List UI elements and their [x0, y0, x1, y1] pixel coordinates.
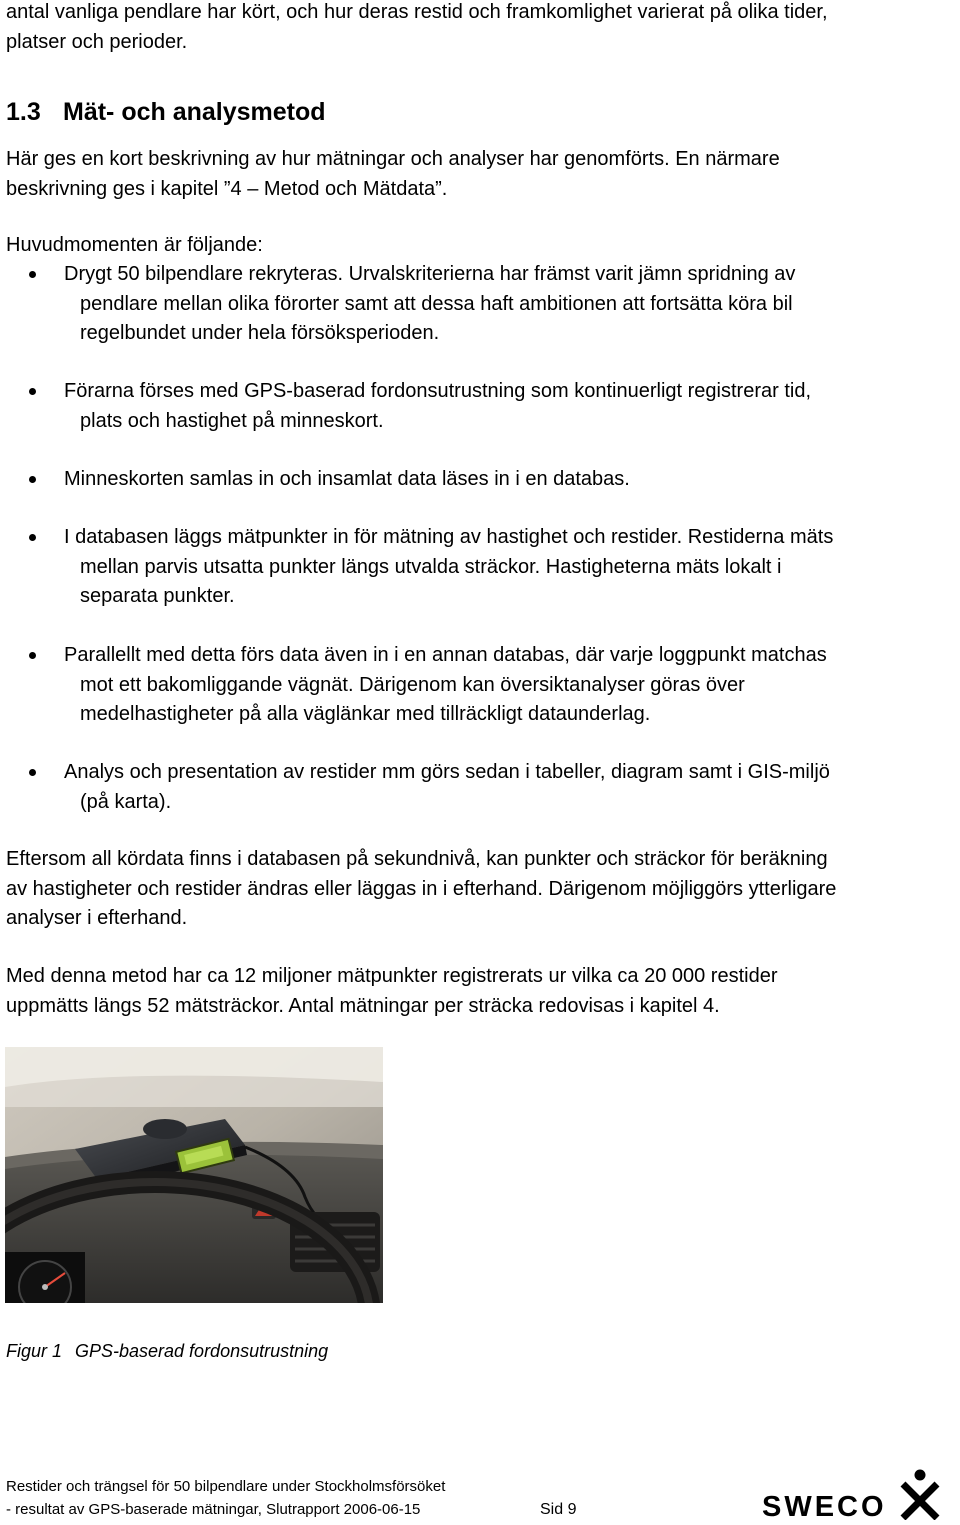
figure-caption-text: GPS-baserad fordonsutrustning [75, 1341, 329, 1361]
step-5-line-3: medelhastigheter på alla väglänkar med tillräckligt dataunderlag. [80, 703, 651, 725]
step-4-line-1: I databasen läggs mätpunkter in för mätning av hastighet och restider. Restiderna mäts [64, 526, 834, 548]
step-1-line-1: Drygt 50 bilpendlare rekryteras. Urvalskriterierna har främst varit jämn spridning av [64, 263, 796, 285]
list-item-text [64, 641, 954, 730]
step-4-line-2: mellan parvis utsatta punkter längs utvalda sträckor. Hastigheterna mäts lokalt i [80, 555, 782, 578]
step-5-line-2: mot ett bakomliggande vägnät. Därigenom kan översiktanalyser göras över [80, 673, 745, 696]
description-line-1: Här ges en kort beskrivning av hur mätningar och analyser har genomförts. En närmare [6, 148, 780, 170]
list-item-text [64, 260, 954, 349]
step-2-line-1: Förarna förses med GPS-baserad fordonsutrustning som kontinuerligt registrerar tid, [64, 380, 812, 402]
list-item-text [64, 523, 954, 612]
bullet-icon [29, 388, 36, 395]
list-item-text [64, 465, 954, 495]
step-4-line-3: separata punkter. [80, 585, 235, 607]
database-line-3: analyser i efterhand. [6, 907, 188, 929]
step-1-line-3: regelbundet under hela försöksperioden. [80, 322, 440, 344]
section-title: Mät- och analysmetod [63, 98, 326, 126]
step-5-line-1: Parallellt med detta förs data även in i en annan databas, där varje loggpunkt matchas [64, 644, 827, 666]
sweco-logo-text: SWECO [762, 1491, 887, 1520]
description-line-2: beskrivning ges i kapitel ”4 – Metod och Mätdata”. [6, 177, 448, 200]
intro-line-2: platser och perioder. [6, 30, 188, 53]
footer-report-subtitle: - resultat av GPS-baserade mätningar, Slutrapport 2006-06-15 [6, 1501, 421, 1518]
footer-report-title: Restider och trängsel för 50 bilpendlare under Stockholmsförsöket [6, 1478, 446, 1495]
step-6-line-2: (på karta). [80, 790, 172, 813]
bullet-icon [29, 271, 36, 278]
bullet-icon [29, 769, 36, 776]
dashboard-photo-illustration [5, 1047, 383, 1303]
method-paragraph [6, 962, 951, 1021]
list-item-text [64, 758, 954, 817]
step-1-line-2: pendlare mellan olika förorter samt att dessa haft ambitionen att fortsätta köra bil [80, 292, 793, 315]
database-line-1: Eftersom all kördata finns i databasen på sekundnivå, kan punkter och sträckor för beräkning [6, 848, 828, 870]
sweco-symbol-icon [903, 1470, 937, 1519]
intro-paragraph [6, 0, 951, 57]
step-3-line-1: Minneskorten samlas in och insamlat data läses in i en databas. [64, 468, 630, 490]
list-item-text [64, 377, 954, 436]
bullet-icon [29, 476, 36, 483]
gps-equipment-photo [5, 1047, 383, 1303]
figure-number: Figur 1 [6, 1341, 63, 1361]
sweco-logo [762, 1466, 940, 1520]
method-line-2: uppmätts längs 52 mätsträckor. Antal mätningar per sträcka redovisas i kapitel 4. [6, 994, 720, 1017]
bullet-icon [29, 534, 36, 541]
database-paragraph [6, 845, 951, 934]
method-line-1: Med denna metod har ca 12 miljoner mätpunkter registrerats ur vilka ca 20 000 restider [6, 965, 778, 987]
intro-line-1: antal vanliga pendlare har kört, och hur deras restid och framkomlighet varierat på olika tider, [6, 1, 828, 23]
bullet-icon [29, 652, 36, 659]
database-line-2: av hastigheter och restider ändras eller läggas in i efterhand. Därigenom möjliggörs ytterligare [6, 877, 837, 900]
description-paragraph [6, 145, 951, 204]
figure-caption [6, 1339, 328, 1363]
section-number: 1.3 [6, 98, 41, 126]
page-number: Sid 9 [540, 1501, 577, 1518]
section-heading [6, 96, 326, 128]
sweco-logo-graphic [762, 1466, 940, 1520]
step-2-line-2: plats och hastighet på minneskort. [80, 409, 384, 432]
steps-intro: Huvudmomenten är följande: [6, 234, 263, 256]
step-6-line-1: Analys och presentation av restider mm görs sedan i tabeller, diagram samt i GIS-miljö [64, 761, 830, 783]
